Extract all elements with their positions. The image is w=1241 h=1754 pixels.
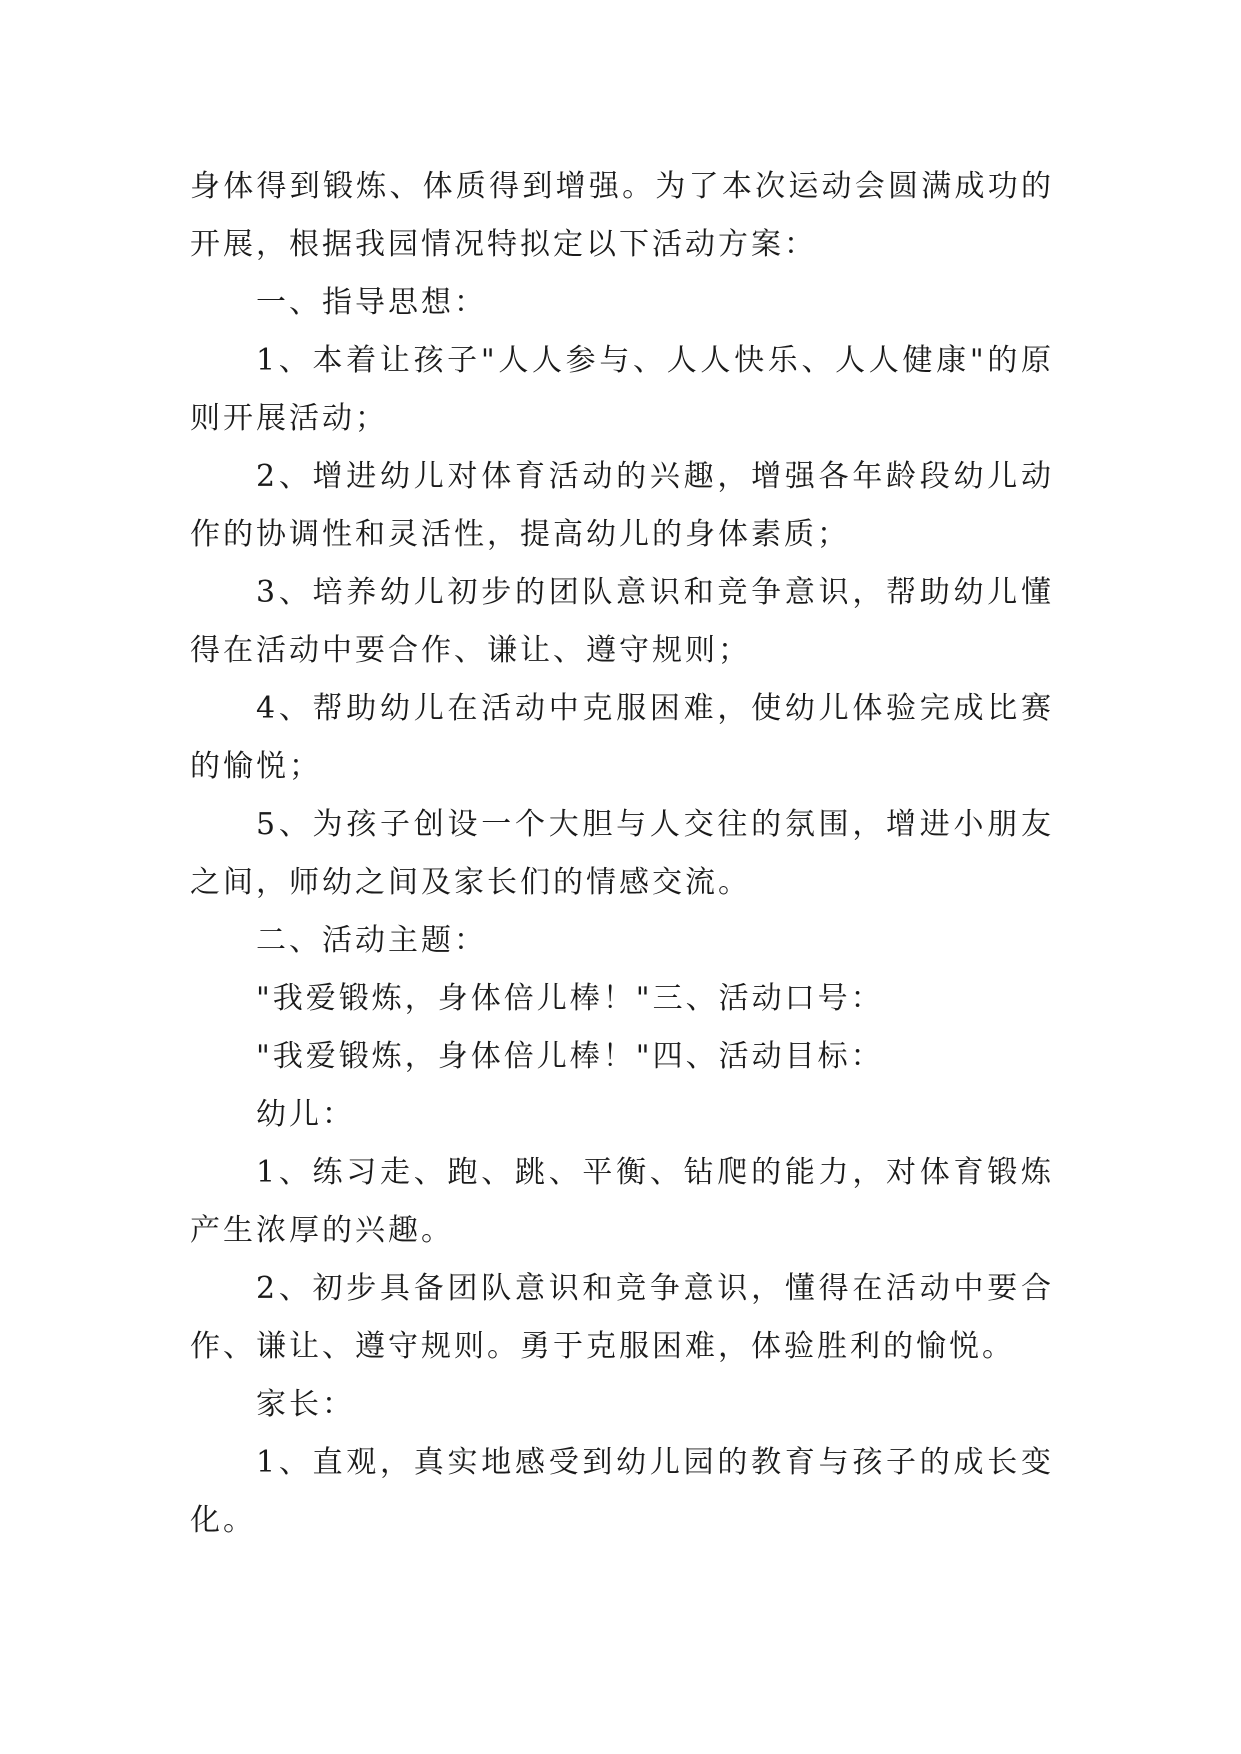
list-item-ideology-5: 5、为孩子创设一个大胆与人交往的氛围，增进小朋友之间，师幼之间及家长们的情感交流。	[190, 807, 1054, 900]
list-item-ideology-3: 3、培养幼儿初步的团队意识和竞争意识，帮助幼儿懂得在活动中要合作、谦让、遵守规则；	[190, 575, 1054, 668]
slogan-and-goals-heading: "我爱锻炼，身体倍儿棒！"四、活动目标：	[256, 1039, 884, 1074]
heading-guiding-ideology: 一、指导思想：	[256, 285, 487, 320]
theme-and-slogan-heading: "我爱锻炼，身体倍儿棒！"三、活动口号：	[256, 981, 884, 1016]
list-item-children-2: 2、初步具备团队意识和竞争意识，懂得在活动中要合作、谦让、遵守规则。勇于克服困难，体验胜利的愉悦。	[190, 1271, 1054, 1364]
document-body	[190, 158, 1054, 1550]
list-item-ideology-1: 1、本着让孩子"人人参与、人人快乐、人人健康"的原则开展活动；	[190, 343, 1054, 436]
heading-activity-theme: 二、活动主题：	[256, 923, 487, 958]
list-item-ideology-4: 4、帮助幼儿在活动中克服困难，使幼儿体验完成比赛的愉悦；	[190, 691, 1054, 784]
list-item-children-1: 1、练习走、跑、跳、平衡、钻爬的能力，对体育锻炼产生浓厚的兴趣。	[190, 1155, 1054, 1248]
paragraph-intro: 身体得到锻炼、体质得到增强。为了本次运动会圆满成功的开展，根据我园情况特拟定以下活动方案：	[190, 169, 1054, 262]
heading-parents: 家长：	[256, 1387, 355, 1422]
list-item-ideology-2: 2、增进幼儿对体育活动的兴趣，增强各年龄段幼儿动作的协调性和灵活性，提高幼儿的身体素质；	[190, 459, 1054, 552]
list-item-parents-1: 1、直观，真实地感受到幼儿园的教育与孩子的成长变化。	[190, 1445, 1054, 1538]
heading-children: 幼儿：	[256, 1097, 355, 1132]
